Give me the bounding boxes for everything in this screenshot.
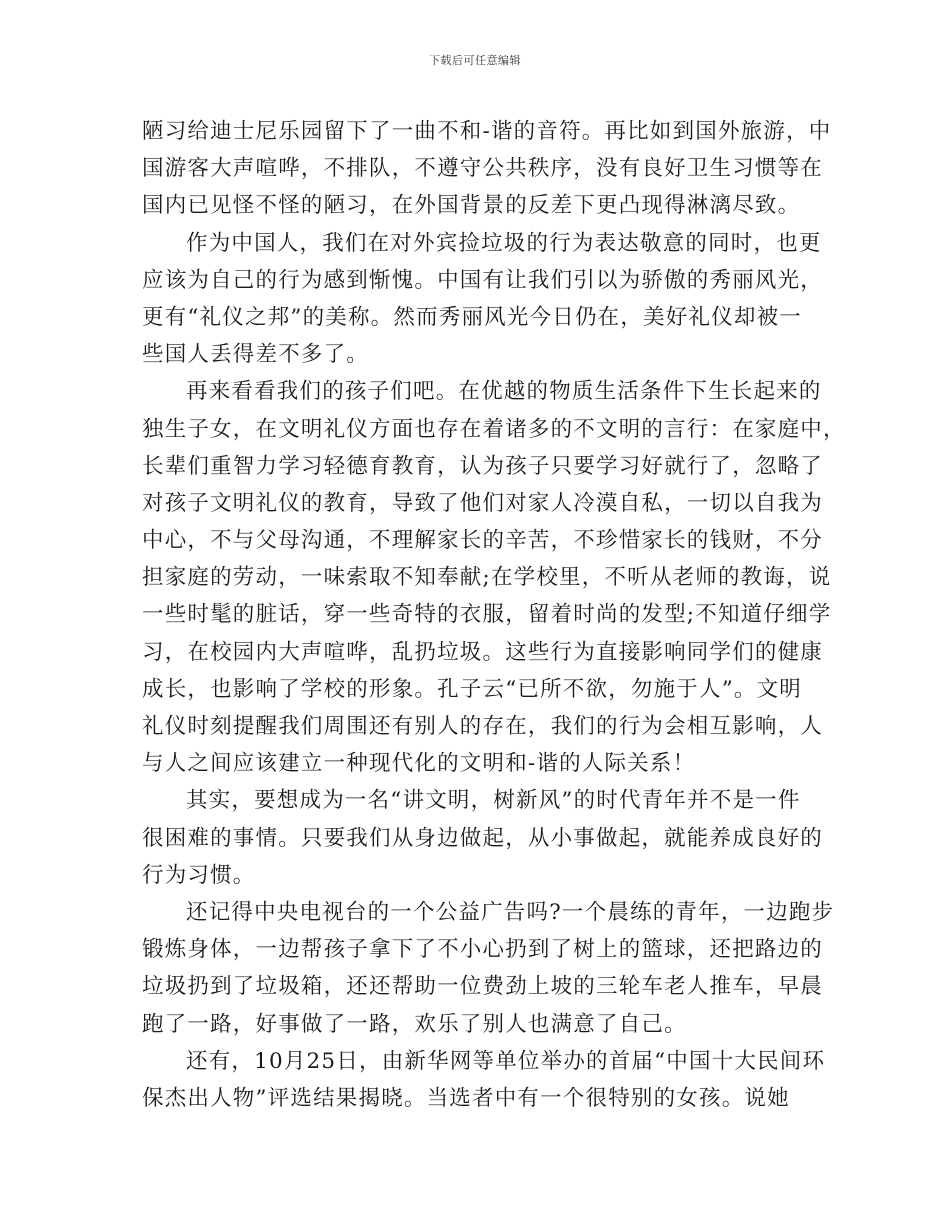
text-line: 垃圾扔到了垃圾箱，还还帮助一位费劲上坡的三轮车老人推车，早晨 <box>142 974 824 1000</box>
text-line: 国游客大声喧哗，不排队，不遵守公共秩序，没有良好卫生习惯等在 <box>142 156 824 182</box>
text-line: 还记得中央电视台的一个公益广告吗?一个晨练的青年，一边跑步 <box>186 899 835 925</box>
text-line: 独生子女，在文明礼仪方面也存在着诸多的不文明的言行：在家庭中， <box>142 416 846 442</box>
text-line: 其实，要想成为一名“讲文明，树新风”的时代青年并不是一件 <box>186 788 801 814</box>
text-line: 与人之间应该建立一种现代化的文明和-谐的人际关系！ <box>142 751 696 777</box>
text-line: 很困难的事情。只要我们从身边做起，从小事做起，就能养成良好的 <box>142 825 824 851</box>
text-line: 陋习给迪士尼乐园留下了一曲不和-谐的音符。再比如到国外旅游，中 <box>142 119 832 144</box>
text-line: 担家庭的劳动，一味索取不知奉献;在学校里，不听从老师的教诲，说 <box>142 565 832 591</box>
text-line: 成长，也影响了学校的形象。孔子云“已所不欲，勿施于人”。文明 <box>142 676 802 702</box>
text-line: 更有“礼仪之邦”的美称。然而秀丽风光今日仍在，美好礼仪却被一 <box>142 304 802 330</box>
text-line: 习，在校园内大声喧哗，乱扔垃圾。这些行为直接影响同学们的健康 <box>142 639 824 665</box>
text-line: 还有，10月25日，由新华网等单位举办的首届“中国十大民间环 <box>186 1048 826 1074</box>
text-line: 礼仪时刻提醒我们周围还有别人的存在，我们的行为会相互影响，人 <box>142 714 824 739</box>
text-line: 些国人丢得差不多了。 <box>142 342 370 368</box>
text-line: 国内已见怪不怪的陋习，在外国背景的反差下更凸现得淋漓尽致。 <box>142 193 801 219</box>
paragraph <box>142 113 832 225</box>
page-header: 下载后可任意编辑 <box>429 54 521 67</box>
paragraph <box>142 894 835 1043</box>
paragraph <box>142 1043 826 1117</box>
text-line: 保杰出人物”评选结果揭晓。当选者中有一个很特别的女孩。说她 <box>142 1085 790 1111</box>
text-line: 行为习惯。 <box>142 862 256 888</box>
text-line: 应该为自己的行为感到惭愧。中国有让我们引以为骄傲的秀丽风光， <box>142 267 824 293</box>
paragraph <box>142 225 824 374</box>
text-line: 作为中国人，我们在对外宾捡垃圾的行为表达敬意的同时，也更 <box>186 230 822 256</box>
text-line: 再来看看我们的孩子们吧。在优越的物质生活条件下生长起来的 <box>186 379 822 405</box>
text-line: 长辈们重智力学习轻德育教育，认为孩子只要学习好就行了，忽略了 <box>142 453 824 479</box>
text-line: 一些时髦的脏话，穿一些奇特的衣服，留着时尚的发型;不知道仔细学 <box>142 602 832 628</box>
paragraph <box>142 782 824 894</box>
document-body <box>142 113 846 1117</box>
paragraph <box>142 373 846 782</box>
text-line: 中心，不与父母沟通，不理解家长的辛苦，不珍惜家长的钱财，不分 <box>142 528 824 554</box>
text-line: 锻炼身体，一边帮孩子拿下了不小心扔到了树上的篮球，还把路边的 <box>142 937 824 963</box>
text-line: 对孩子文明礼仪的教育，导致了他们对家人冷漠自私，一切以自我为 <box>142 490 824 516</box>
text-line: 跑了一路，好事做了一路，欢乐了别人也满意了自己。 <box>142 1011 687 1037</box>
